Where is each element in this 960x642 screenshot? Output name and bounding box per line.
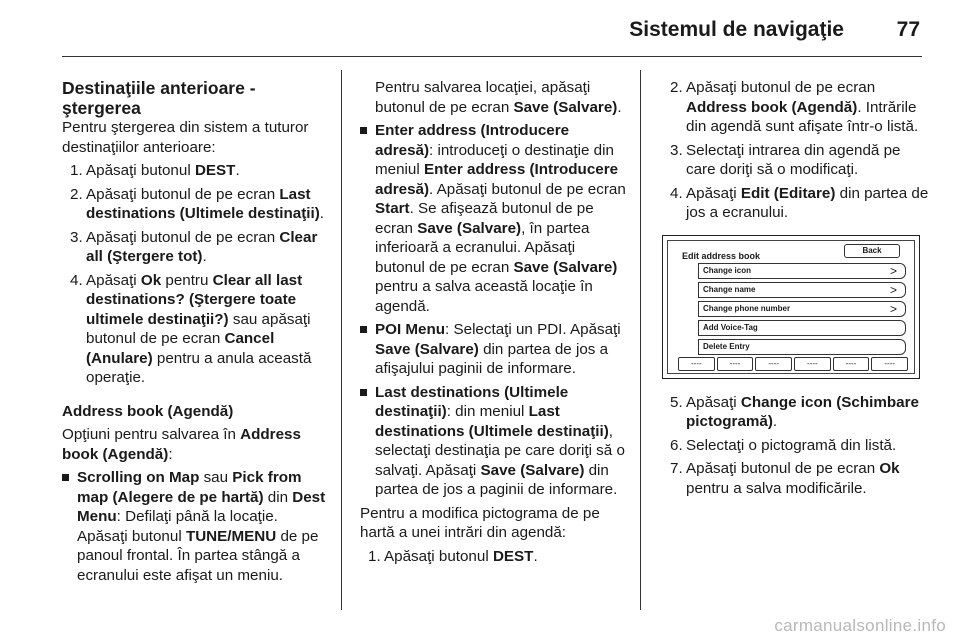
column-divider-1 bbox=[341, 70, 342, 610]
back-button: Back bbox=[844, 244, 900, 258]
section-heading-delete: Destinaţiile anterioare - ştergerea bbox=[62, 78, 256, 118]
bullet-square-icon bbox=[360, 326, 367, 333]
step-item: 4. Apăsaţi Edit (Editare) din partea de jos a ecranului. bbox=[670, 184, 929, 221]
options-text: Opţiuni pentru salvarea în Address book (Agendă): bbox=[62, 426, 301, 463]
chevron-right-icon: > bbox=[889, 263, 897, 278]
bullet-item: Last destinations (Ultimele destinaţii): din meniul Last destinations (Ultimele destinaţii), selectaţi destinaţia pe care doriţi să o salvaţi. Apăsaţi Save (Salvare) din partea de jos a paginii de informare. bbox=[360, 383, 628, 500]
page-number: 77 bbox=[896, 18, 920, 41]
screen-frame bbox=[667, 240, 915, 374]
step-item: 3. Apăsaţi butonul de pe ecran Clear all (Ştergere tot). bbox=[70, 228, 318, 265]
watermark: carmanualsonline.info bbox=[774, 616, 946, 635]
step-item: 6. Selectaţi o pictogramă din listă. bbox=[670, 436, 897, 454]
column-1 bbox=[62, 70, 330, 585]
step-item: 1. Apăsaţi butonul DEST. bbox=[70, 162, 240, 179]
column-2 bbox=[360, 78, 628, 566]
header-divider bbox=[62, 56, 922, 57]
menu-row-add-voice-tag: Add Voice-Tag bbox=[698, 320, 906, 336]
edit-address-book-screen-illustration bbox=[662, 235, 920, 379]
menu-row-change-phone: Change phone number > bbox=[698, 301, 906, 317]
menu-row-change-name: Change name > bbox=[698, 282, 906, 298]
column-3 bbox=[662, 78, 930, 498]
chevron-right-icon: > bbox=[889, 282, 897, 297]
bullet-item: POI Menu: Selectaţi un PDI. Apăsaţi Save (Salvare) din partea de jos a afişajului paginii de informare. bbox=[360, 320, 628, 379]
step-item: 7. Apăsaţi butonul de pe ecran Ok pentru a salva modificările. bbox=[670, 460, 900, 497]
step-item: 5. Apăsaţi Change icon (Schimbare pictogramă). bbox=[670, 393, 919, 430]
screen-bottom-bar: ---- ---- ---- ---- ---- ---- bbox=[678, 357, 908, 371]
step-item: 2. Apăsaţi butonul de pe ecran Address book (Agendă). Intrările din agendă sunt afişate într-o listă. bbox=[670, 79, 919, 135]
bullet-item: Enter address (Introducere adresă): introduceţi o destinaţie din meniul Enter address (Introducere adresă). Apăsaţi butonul de pe ecran Start. Se afişează butonul de pe ecran Save (Salvare), în partea inferioară a ecranului. Apăsaţi butonul de pe ecran Save (Salvare) pentru a salva această locaţie în agendă. bbox=[360, 121, 628, 316]
screen-title: Edit address book bbox=[682, 250, 761, 261]
column-divider-2 bbox=[640, 70, 641, 610]
page-title: Sistemul de navigaţie bbox=[629, 18, 844, 41]
modify-intro-text: Pentru a modifica pictograma de pe hartă a unei intrări din agendă: bbox=[360, 504, 600, 541]
step-item: 2. Apăsaţi butonul de pe ecran Last destinations (Ultimele destinaţii). bbox=[70, 185, 324, 222]
bullet-item: Scrolling on Map sau Pick from map (Alegere de pe hartă) din Dest Menu: Defilaţi până la locaţie. Apăsaţi butonul TUNE/MENU de pe panoul frontal. În partea stângă a ecranului este afişat un meniu. bbox=[62, 468, 330, 585]
section-heading-address-book: Address book (Agendă) bbox=[62, 402, 234, 420]
menu-row-change-icon: Change icon > bbox=[698, 263, 906, 279]
bullet-square-icon bbox=[360, 389, 367, 396]
menu-row-delete-entry: Delete Entry bbox=[698, 339, 906, 355]
continuation-text: Pentru salvarea locaţiei, apăsaţi butonul de pe ecran Save (Salvare). bbox=[375, 79, 622, 116]
bullet-square-icon bbox=[360, 127, 367, 134]
step-item: 1. Apăsaţi butonul DEST. bbox=[368, 547, 538, 565]
chevron-right-icon: > bbox=[889, 301, 897, 316]
intro-text: Pentru ştergerea din sistem a tuturor destinaţiilor anterioare: bbox=[62, 119, 309, 156]
bullet-square-icon bbox=[62, 474, 69, 481]
step-item: 3. Selectaţi intrarea din agendă pe care doriţi să o modificaţi. bbox=[670, 141, 901, 178]
step-item: 4. Apăsaţi Ok pentru Clear all last destinations? (Ştergere toate ultimele destinaţii?) sau apăsaţi butonul de pe ecran Cancel (Anulare) pentru a anula această operaţie. bbox=[70, 271, 312, 386]
page-header bbox=[0, 0, 960, 56]
